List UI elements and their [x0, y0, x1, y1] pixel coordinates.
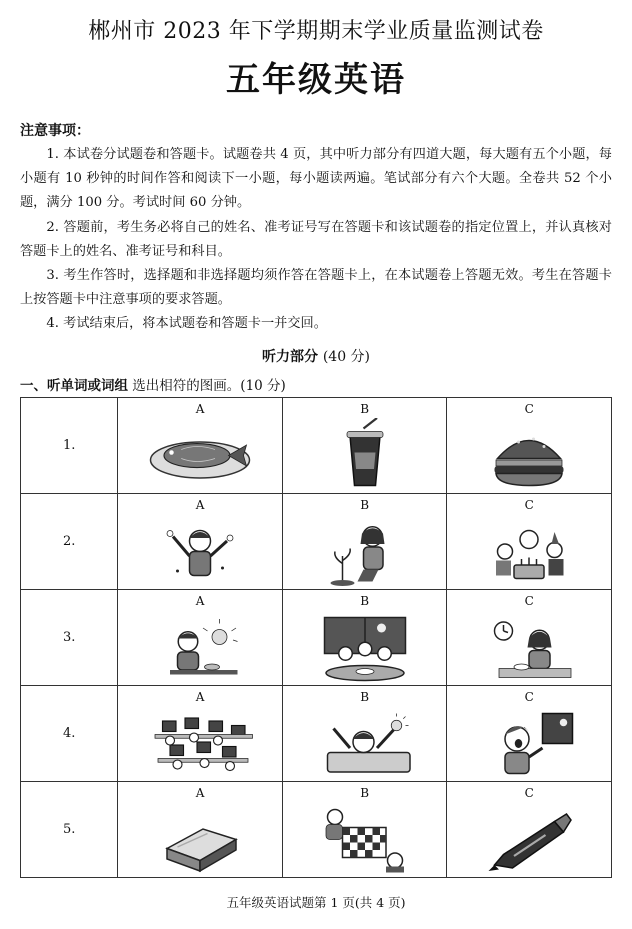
option-cell — [447, 782, 612, 878]
part1-label: 一、听单词或词组 — [20, 378, 128, 394]
question-row — [21, 686, 612, 782]
option-label: C — [524, 690, 534, 704]
listening-section-title — [0, 346, 632, 366]
part1-instruction: 选出相符的图画。(10 分) — [132, 378, 286, 394]
part1-heading — [20, 374, 286, 394]
picture-choice-table — [20, 397, 612, 878]
option-cell — [447, 686, 612, 782]
option-label: C — [524, 402, 534, 416]
option-cell — [282, 494, 447, 590]
page-footer: 五年级英语试题第 1 页(共 4 页) — [226, 895, 406, 910]
fish-plate-icon — [130, 418, 270, 490]
note-item: 4. 考试结束后，将本试题卷和答题卡一并交回。 — [46, 316, 327, 332]
question-number: 3. — [21, 590, 118, 686]
question-number: 1. — [21, 398, 118, 494]
marker-pen-icon — [459, 802, 599, 874]
option-label: C — [524, 786, 534, 800]
woman-clock-icon — [459, 610, 599, 682]
exam-subject: 五年级英语 — [226, 60, 406, 100]
question-number: 2. — [21, 494, 118, 590]
listening-title: 听力部分 — [261, 349, 318, 365]
option-label: B — [360, 498, 370, 512]
option-cell — [282, 686, 447, 782]
option-label: A — [195, 786, 205, 800]
option-label: A — [195, 594, 205, 608]
cheering-boy-icon — [130, 514, 270, 586]
option-cell — [447, 494, 612, 590]
option-cell — [447, 398, 612, 494]
option-label: B — [360, 786, 370, 800]
option-cell — [118, 398, 283, 494]
option-cell — [118, 782, 283, 878]
option-cell — [282, 590, 447, 686]
boy-waking-icon — [295, 706, 435, 778]
listening-points: (40 分) — [322, 349, 371, 365]
option-cell — [282, 398, 447, 494]
boy-yawning-icon — [459, 706, 599, 778]
kids-chess-icon — [295, 802, 435, 874]
question-row — [21, 398, 612, 494]
computer-class-icon — [130, 706, 270, 778]
hamburger-icon — [459, 418, 599, 490]
question-number: 4. — [21, 686, 118, 782]
eraser-icon — [130, 802, 270, 874]
notes-heading: 注意事项： — [20, 123, 90, 139]
exam-title: 郴州市 2023 年下学期期末学业质量监测试卷 — [88, 19, 544, 44]
question-row — [21, 590, 612, 686]
option-cell — [118, 590, 283, 686]
option-cell — [118, 686, 283, 782]
option-label: A — [195, 402, 205, 416]
family-dinner-icon — [295, 610, 435, 682]
notes-list — [20, 143, 612, 337]
note-item: 3. 考生作答时，选择题和非选择题均须作答在答题卡上，在本试题卷上答题无效。考生在答题卡上按答题卡中注意事项的要求答题。 — [20, 268, 612, 308]
option-label: A — [195, 690, 205, 704]
boy-sunrise-icon — [130, 610, 270, 682]
question-row — [21, 782, 612, 878]
option-label: B — [360, 402, 370, 416]
question-number: 5. — [21, 782, 118, 878]
option-label: B — [360, 594, 370, 608]
option-cell — [118, 494, 283, 590]
option-cell — [282, 782, 447, 878]
note-item: 1. 本试卷分试题卷和答题卡。试题卷共 4 页，其中听力部分有四道大题，每大题有五个小题，每小题有 10 秒钟的时间作答和阅读下一小题，每小题读两遍。笔试部分有六个大题。全卷共 52 个小题，满分 100 分。考试时间 60 分钟。 — [20, 147, 612, 211]
option-label: C — [524, 498, 534, 512]
option-cell — [447, 590, 612, 686]
birthday-party-icon — [459, 514, 599, 586]
soda-cup-icon — [295, 418, 435, 490]
option-label: A — [195, 498, 205, 512]
question-row — [21, 494, 612, 590]
note-item: 2. 答题前，考生务必将自己的姓名、准考证号写在答题卡和该试题卷的指定位置上，并认真核对答题卡上的姓名、准考证号和科目。 — [20, 219, 612, 259]
girl-planting-icon — [295, 514, 435, 586]
option-label: C — [524, 594, 534, 608]
option-label: B — [360, 690, 370, 704]
